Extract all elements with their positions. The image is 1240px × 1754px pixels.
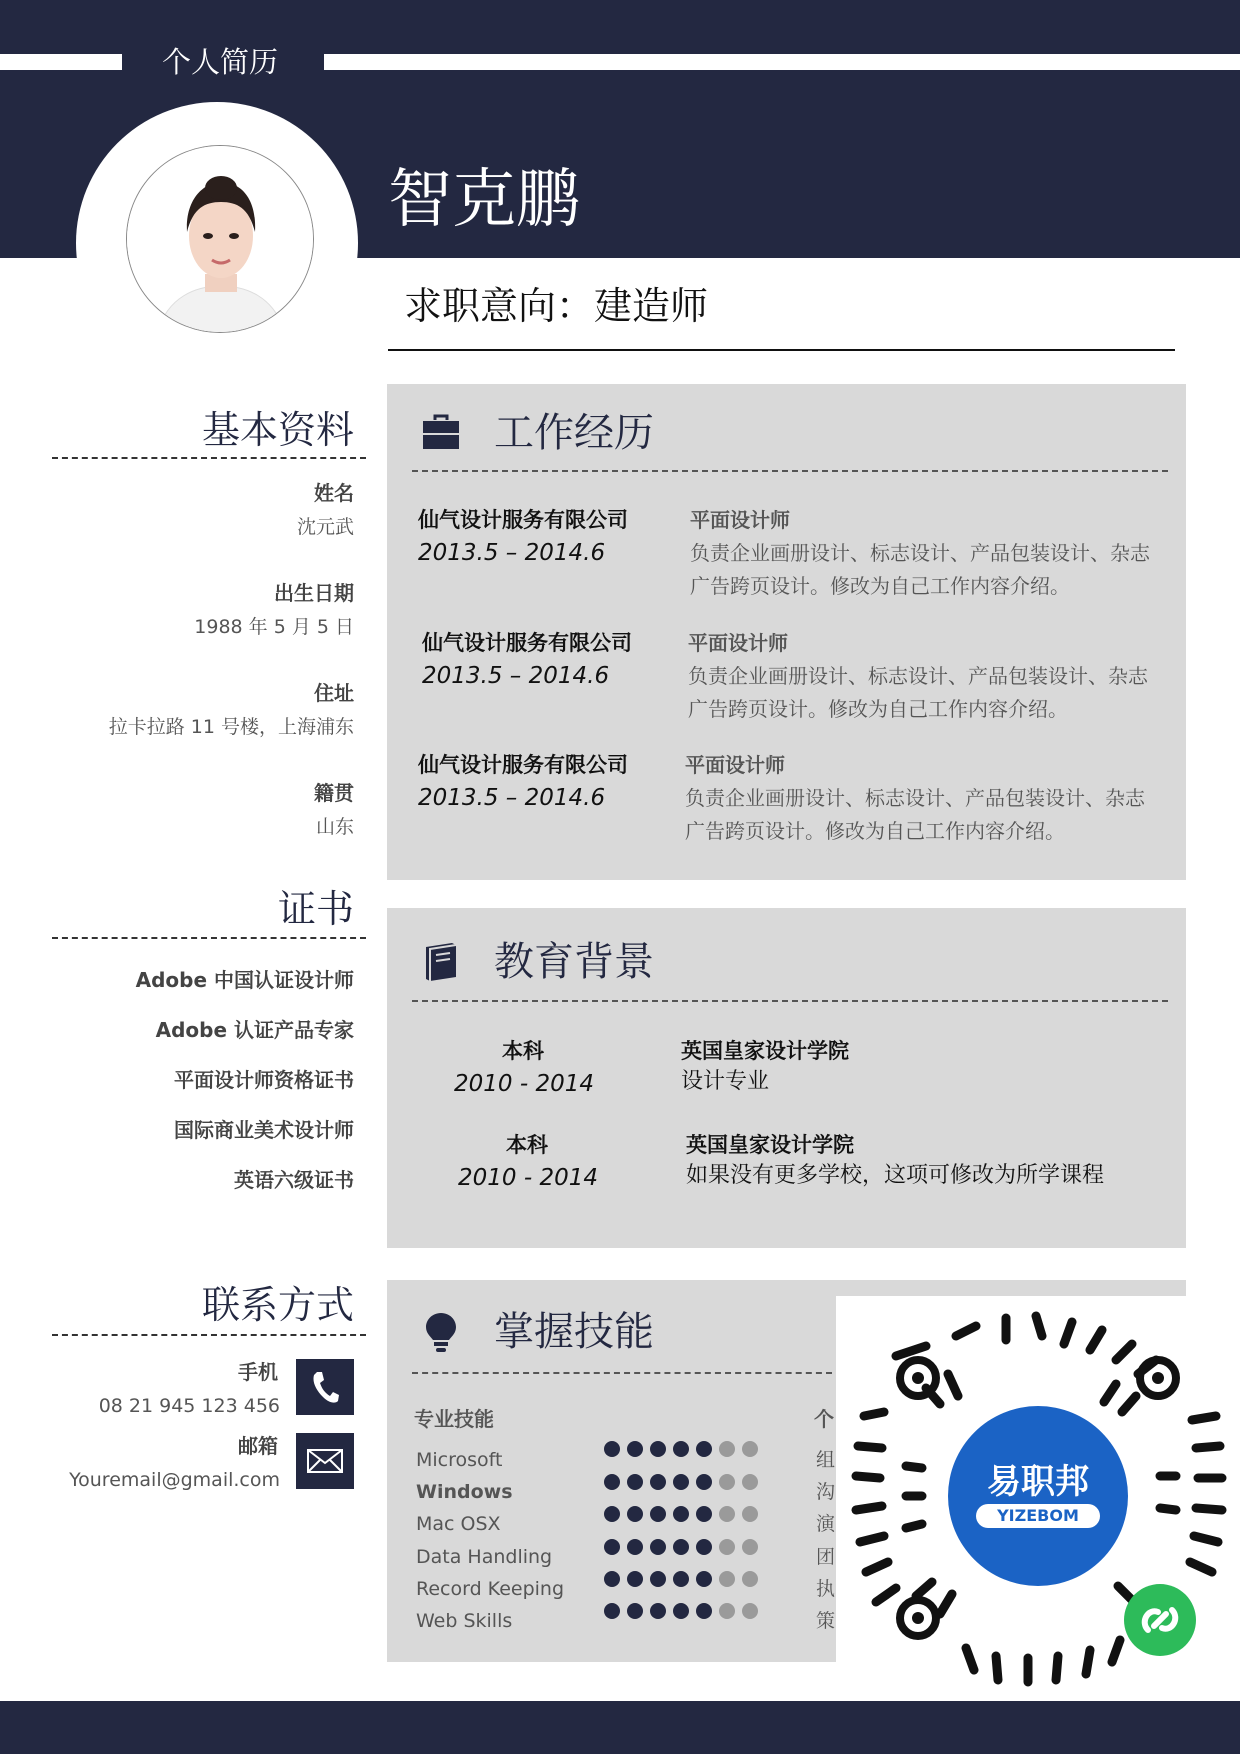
phone-label: 手机 (238, 1360, 278, 1384)
profile-photo (126, 145, 314, 333)
book-icon (420, 940, 462, 984)
rating-dot-empty (742, 1506, 758, 1522)
certificates-divider (52, 937, 366, 939)
work-experience-divider (412, 470, 1168, 472)
rating-dot-empty (742, 1539, 758, 1555)
job-description: 负责企业画册设计、标志设计、产品包装设计、杂志广告跨页设计。修改为自己工作内容介绍。 (690, 541, 1150, 598)
job-role: 平面设计师 (688, 631, 788, 655)
footer-band (0, 1701, 1240, 1754)
certificate-item: 英语六级证书 (234, 1168, 354, 1192)
rating-dot-filled (650, 1441, 666, 1457)
rating-dot-filled (604, 1539, 620, 1555)
lightbulb-icon (420, 1310, 462, 1354)
rating-dot-filled (650, 1571, 666, 1587)
rating-dot-filled (673, 1474, 689, 1490)
soft-skill-name: 执 (816, 1578, 836, 1600)
email-label: 邮箱 (238, 1434, 278, 1458)
rating-dot-filled (627, 1474, 643, 1490)
job-role: 平面设计师 (685, 753, 785, 777)
edu-degree: 本科 (506, 1133, 548, 1157)
rating-dot-filled (627, 1506, 643, 1522)
soft-skill-name: 策 (816, 1610, 836, 1632)
soft-skills-heading: 个 (814, 1407, 834, 1431)
title-rule-right (324, 54, 1240, 70)
rating-dot-filled (673, 1441, 689, 1457)
field-label-birthdate: 出生日期 (274, 581, 354, 605)
job-dates: 2013.5 – 2014.6 (418, 785, 606, 811)
rating-dot-empty (719, 1603, 735, 1619)
field-value-hometown: 山东 (315, 816, 354, 838)
objective-divider (388, 349, 1175, 351)
rating-dot-filled (627, 1571, 643, 1587)
phone-value: 08 21 945 123 456 (98, 1395, 280, 1417)
field-label-name: 姓名 (314, 481, 354, 505)
field-value-address: 拉卡拉路 11 号楼，上海浦东 (108, 716, 354, 738)
skills-divider (412, 1372, 832, 1374)
qr-logo-subtext: YIZEBOM (976, 1504, 1100, 1528)
education-heading: 教育背景 (494, 939, 654, 985)
rating-dot-filled (696, 1441, 712, 1457)
basic-info-divider (52, 457, 366, 459)
contact-heading: 联系方式 (201, 1283, 354, 1327)
field-label-address: 住址 (314, 681, 354, 705)
certificate-item: 国际商业美术设计师 (174, 1118, 354, 1142)
edu-major: 设计专业 (681, 1069, 770, 1094)
job-description: 负责企业画册设计、标志设计、产品包装设计、杂志广告跨页设计。修改为自己工作内容介绍。 (688, 664, 1148, 721)
rating-dot-empty (742, 1571, 758, 1587)
envelope-icon (296, 1433, 354, 1489)
rating-dot-filled (696, 1571, 712, 1587)
skill-rating (604, 1474, 758, 1492)
edu-dates: 2010 - 2014 (458, 1165, 598, 1191)
rating-dot-filled (604, 1571, 620, 1587)
job-company: 仙气设计服务有限公司 (418, 753, 628, 777)
job-dates: 2013.5 – 2014.6 (418, 540, 606, 566)
job-company: 仙气设计服务有限公司 (422, 631, 632, 655)
edu-degree: 本科 (502, 1039, 544, 1063)
rating-dot-filled (650, 1474, 666, 1490)
rating-dot-empty (742, 1474, 758, 1490)
rating-dot-empty (719, 1441, 735, 1457)
rating-dot-empty (742, 1441, 758, 1457)
skill-rating (604, 1539, 758, 1557)
contact-divider (52, 1334, 366, 1336)
skill-rating (604, 1603, 758, 1621)
rating-dot-empty (719, 1571, 735, 1587)
job-description: 负责企业画册设计、标志设计、产品包装设计、杂志广告跨页设计。修改为自己工作内容介绍。 (685, 786, 1145, 843)
edu-major: 如果没有更多学校，这项可修改为所学课程 (686, 1163, 1105, 1188)
rating-dot-filled (673, 1571, 689, 1587)
rating-dot-empty (719, 1539, 735, 1555)
work-experience-heading: 工作经历 (494, 410, 654, 456)
rating-dot-empty (719, 1474, 735, 1490)
rating-dot-filled (673, 1506, 689, 1522)
title-rule-left (0, 54, 122, 70)
rating-dot-filled (604, 1474, 620, 1490)
rating-dot-filled (627, 1441, 643, 1457)
document-title: 个人简历 (161, 45, 278, 79)
rating-dot-filled (696, 1474, 712, 1490)
rating-dot-filled (604, 1441, 620, 1457)
briefcase-icon (420, 410, 462, 454)
certificate-item: Adobe 中国认证设计师 (135, 968, 354, 992)
skill-name: Windows (416, 1481, 513, 1503)
rating-dot-filled (696, 1506, 712, 1522)
rating-dot-empty (719, 1506, 735, 1522)
edu-dates: 2010 - 2014 (454, 1071, 594, 1097)
phone-icon (296, 1359, 354, 1415)
soft-skill-name: 团 (816, 1546, 836, 1568)
pro-skills-heading: 专业技能 (414, 1407, 494, 1431)
skill-name: Record Keeping (416, 1578, 565, 1600)
field-value-birthdate: 1988 年 5 月 5 日 (194, 616, 354, 638)
rating-dot-filled (650, 1506, 666, 1522)
skill-rating (604, 1506, 758, 1524)
certificate-item: 平面设计师资格证书 (174, 1068, 354, 1092)
skill-name: Microsoft (416, 1449, 503, 1471)
edu-school: 英国皇家设计学院 (681, 1039, 849, 1063)
skill-name: Web Skills (416, 1610, 513, 1632)
rating-dot-filled (696, 1603, 712, 1619)
rating-dot-filled (627, 1539, 643, 1555)
rating-dot-filled (696, 1539, 712, 1555)
rating-dot-filled (673, 1603, 689, 1619)
person-name: 智克鹏 (388, 163, 580, 237)
certificates-heading: 证书 (277, 887, 354, 931)
soft-skill-name: 演 (816, 1513, 836, 1535)
skill-name: Data Handling (416, 1546, 553, 1568)
skill-rating (604, 1571, 758, 1589)
skill-name: Mac OSX (416, 1513, 501, 1535)
rating-dot-filled (650, 1539, 666, 1555)
education-divider (412, 1000, 1168, 1002)
email-value: Youremail@gmail.com (69, 1469, 280, 1491)
skill-rating (604, 1441, 758, 1459)
basic-info-heading: 基本资料 (201, 408, 354, 452)
job-objective: 求职意向：建造师 (404, 284, 709, 328)
rating-dot-filled (673, 1539, 689, 1555)
soft-skill-name: 组 (816, 1449, 836, 1471)
qr-logo-text: 易职邦 (987, 1462, 1089, 1502)
edu-school: 英国皇家设计学院 (686, 1133, 854, 1157)
certificate-item: Adobe 认证产品专家 (155, 1018, 354, 1042)
job-company: 仙气设计服务有限公司 (418, 508, 628, 532)
skills-heading: 掌握技能 (494, 1309, 654, 1355)
field-value-name: 沈元武 (296, 516, 354, 538)
field-label-hometown: 籍贯 (314, 781, 354, 805)
soft-skill-name: 沟 (816, 1481, 836, 1503)
rating-dot-filled (650, 1603, 666, 1619)
rating-dot-empty (742, 1603, 758, 1619)
rating-dot-filled (604, 1603, 620, 1619)
rating-dot-filled (627, 1603, 643, 1619)
rating-dot-filled (604, 1506, 620, 1522)
job-role: 平面设计师 (690, 508, 790, 532)
job-dates: 2013.5 – 2014.6 (422, 663, 610, 689)
